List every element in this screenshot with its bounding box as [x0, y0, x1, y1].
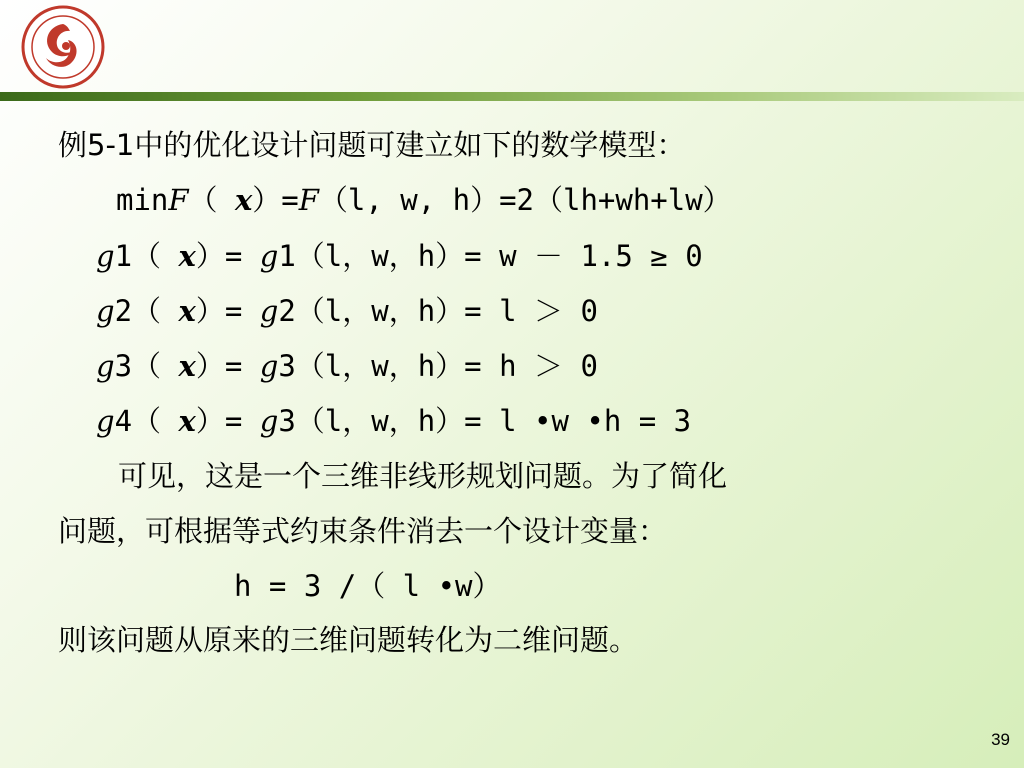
objective-line: minF（ x）=F（l, w, h）=2（lh+wh+lw） — [116, 183, 732, 217]
constraint-g1: g1（ x）= g1（l，w，h）= w － 1.5 ≥ 0 — [96, 239, 703, 273]
constraint-g4: g4（ x）= g3（l，w，h）= l •w •h = 3 — [96, 404, 692, 438]
conclusion-line: 则该问题从原来的三维问题转化为二维问题。 — [58, 623, 639, 657]
intro-line: 例5-1中的优化设计问题可建立如下的数学模型： — [58, 128, 686, 162]
page-number: 39 — [991, 730, 1010, 749]
paragraph-line-2: 问题，可根据等式约束条件消去一个设计变量： — [58, 514, 668, 548]
substitution-equation: h = 3 /（ l •w） — [234, 569, 502, 603]
constraint-g3: g3（ x）= g3（l，w，h）= h ＞ 0 — [96, 349, 598, 383]
constraint-g2: g2（ x）= g2（l，w，h）= l ＞ 0 — [96, 294, 598, 328]
paragraph-line-1: 可见，这是一个三维非线形规划问题。为了简化 — [118, 459, 728, 493]
